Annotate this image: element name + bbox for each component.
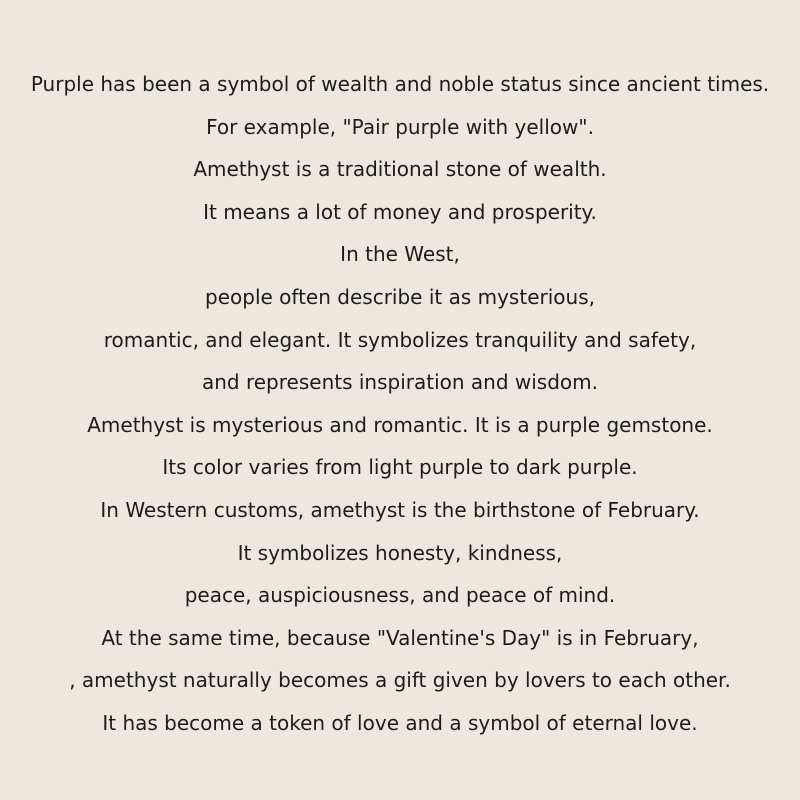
text-line: It means a lot of money and prosperity. [203,199,597,224]
text-line: people often describe it as mysterious, [205,284,595,309]
text-line: It symbolizes honesty, kindness, [237,540,563,565]
text-line: In Western customs, amethyst is the birthstone of February. [100,497,700,522]
text-line: and represents inspiration and wisdom. [201,370,598,395]
text-line: Amethyst is mysterious and romantic. It is a purple gemstone. [87,412,713,437]
text-line: Its color varies from light purple to dark purple. [162,455,638,480]
text-line: romantic, and elegant. It symbolizes tranquility and safety, [103,327,697,352]
text-line: In the West, [340,242,460,267]
text-line: For example, "Pair purple with yellow". [206,114,594,139]
text-line: Purple has been a symbol of wealth and noble status since ancient times. [30,72,770,96]
text-line: At the same time, because "Valentine's Day" is in February, [101,625,699,650]
text-line: It has become a token of love and a symbol of eternal love. [102,710,698,735]
text-line: Amethyst is a traditional stone of wealth. [193,157,607,182]
text-line: , amethyst naturally becomes a gift given by lovers to each other. [69,668,731,693]
text-line: peace, auspiciousness, and peace of mind. [184,583,616,608]
amethyst-description-text [0,63,800,745]
